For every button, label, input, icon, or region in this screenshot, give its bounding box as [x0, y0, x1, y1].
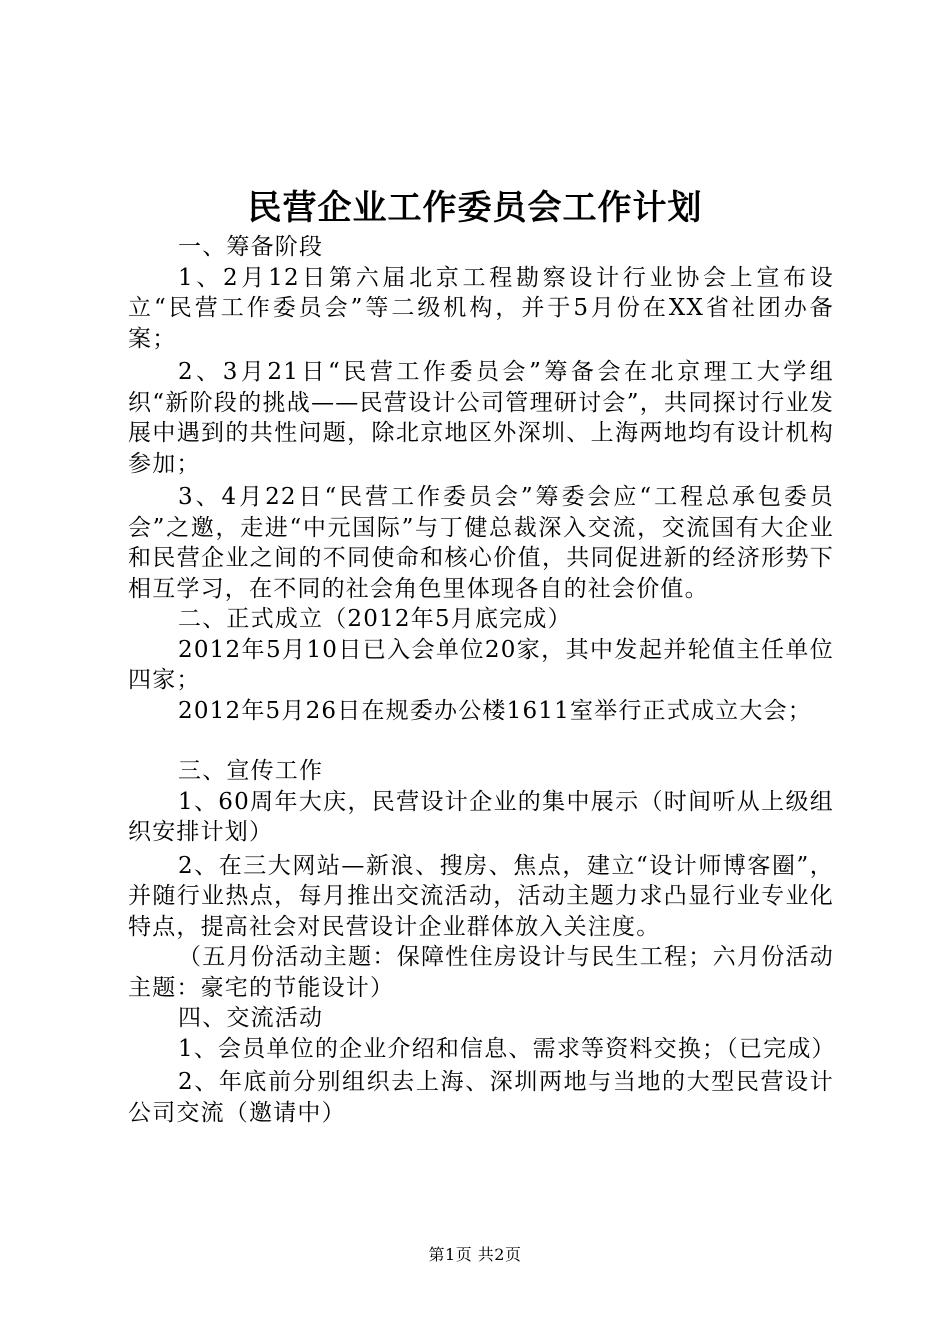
paragraph-item: 2012年5月26日在规委办公楼1611室举行正式成立大会；: [178, 697, 812, 724]
paragraph-item: 2、在三大网站—新浪、搜房、焦点，建立“设计师博客圈”，并随行业热点，每月推出交流活动，活动主题力求凸显行业专业化特点，提高社会对民营设计企业群体放入关注度。: [128, 852, 834, 940]
section-heading-establishment: 二、正式成立（2012年5月底完成）: [178, 606, 572, 632]
paragraph-item: 2012年5月10日已入会单位20家，其中发起并轮值主任单位四家；: [128, 636, 834, 693]
paragraph-item: 3、4月22日“民营工作委员会”筹委会应“工程总承包委员会”之邀，走进“中元国际”与丁健总裁深入交流，交流国有大企业和民营企业之间的不同使命和核心价值，共同促进新的经济形势下相互学习，在不同的社会角色里体现各自的社会价值。: [128, 484, 834, 602]
paragraph-item: （五月份活动主题：保障性住房设计与民生工程；六月份活动主题：豪宅的节能设计）: [128, 944, 834, 1001]
page-footer: 第1页 共2页: [428, 1245, 522, 1264]
document-body: [128, 232, 834, 1128]
paragraph-item: 1、会员单位的企业介绍和信息、需求等资料交换；（已完成）: [178, 1035, 836, 1062]
section-heading-exchange: 四、交流活动: [178, 1005, 324, 1031]
paragraph-item: 1、2月12日第六届北京工程勘察设计行业协会上宣布设立“民营工作委员会”等二级机构，并于5月份在XX省社团办备案；: [128, 264, 834, 352]
paragraph-item: 2、年底前分别组织去上海、深圳两地与当地的大型民营设计公司交流（邀请中）: [128, 1069, 834, 1126]
section-heading-preparation: 一、筹备阶段: [178, 234, 324, 260]
paragraph-item: 2、3月21日“民营工作委员会”筹备会在北京理工大学组织“新阶段的挑战——民营设计公司管理研讨会”，共同探讨行业发展中遇到的共性问题，除北京地区外深圳、上海两地均有设计机构参加；: [128, 359, 834, 477]
document-title: 民营企业工作委员会工作计划: [247, 188, 703, 228]
paragraph-item: 1、60周年大庆，民营设计企业的集中展示（时间听从上级组织安排计划）: [128, 788, 834, 845]
section-heading-publicity: 三、宣传工作: [178, 758, 324, 784]
